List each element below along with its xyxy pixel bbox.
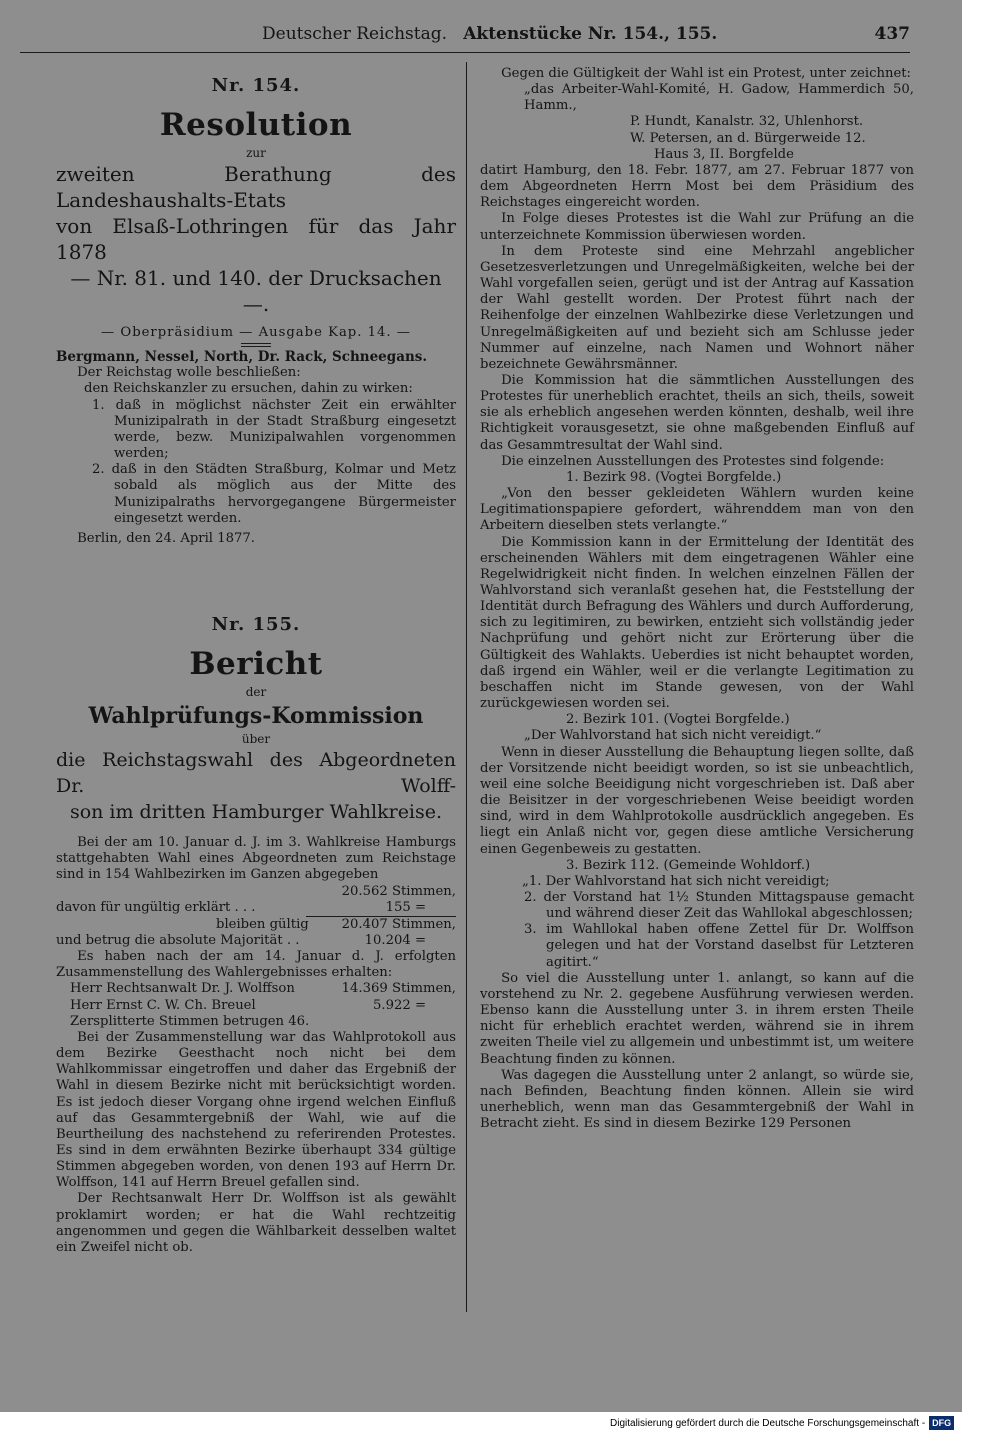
running-title bbox=[262, 20, 717, 48]
resolution-item-2: 2. daß in den Städten Straßburg, Kolmar und Metz sobald als möglich aus der Mitte des Munizipalraths hervorgegangene Bürgermeister eingesetzt werden. bbox=[92, 462, 456, 526]
digitization-footer bbox=[610, 1416, 988, 1430]
tally-valid-row bbox=[56, 917, 456, 933]
protest-signer-4: Haus 3, II. Borgfelde bbox=[654, 146, 794, 162]
tally-majority-value: 10.204 = bbox=[364, 932, 426, 948]
district-112-heading: 3. Bezirk 112. (Gemeinde Wohldorf.) bbox=[566, 857, 811, 873]
report-paragraph-3: Bei der Zusammenstellung war das Wahlprotokoll aus dem Bezirke Geesthacht noch nicht bei dem Wahlkommissar eingetroffen und daher das Ergebniß der Wahl in diesem Bezirke nicht mit berücksichtigt worden. Es ist jedoch dieser Vorgang ohne irgend welchen Einfluß auf das Gesammtergebniß der Wahl, wie auf die Beurtheilung des nachstehend zu referirenden Protestes. Es sind in dem erwähnten Bezirke überhaupt 334 gültige Stimmen abgegeben worden, von denen 193 auf Herrn Dr. Wolffson, 141 auf Herrn Breuel gefallen sind. bbox=[56, 1029, 456, 1191]
result-row-1 bbox=[56, 981, 456, 997]
short-separator bbox=[241, 343, 271, 344]
ueber-label: über bbox=[241, 732, 271, 747]
resolution-subtitle-line-2: von Elsaß-Lothringen für das Jahr 1878 bbox=[56, 214, 456, 264]
protest-signer-2: P. Hundt, Kanalstr. 32, Uhlenhorst. bbox=[630, 114, 864, 130]
tally-majority-label: und betrug die absolute Majorität . . bbox=[56, 932, 300, 948]
district-101-quote: „Der Wahlvorstand hat sich nicht vereidigt.“ bbox=[524, 728, 822, 744]
oberpraesidium-line: — Oberpräsidium — Ausgabe Kap. 14. — bbox=[101, 325, 411, 340]
der-label: der bbox=[245, 685, 267, 700]
page-header bbox=[20, 20, 910, 48]
right-paragraph-5: Die Kommission hat die sämmtlichen Ausstellungen des Protestes für unerheblich erachtet, theils an sich, theils, soweit sie als erheblich angesehen werden könnten, deshalb, weil ihre Richtigkeit vorausgesetzt, sie ohne maßgebenden Einfluß auf das Gesammtresultat der Wahl sind. bbox=[480, 372, 914, 453]
result-1-label: Herr Rechtsanwalt Dr. J. Wolffson bbox=[70, 981, 295, 997]
dfg-logo: DFG bbox=[929, 1416, 954, 1430]
tally-valid-label: bleiben gültig bbox=[216, 916, 309, 932]
right-paragraph-4: In dem Proteste sind eine Mehrzahl angeblicher Gesetzesverletzungen und Unregelmäßigkeiten, welche bei der Wahl vorgefallen seien, gerügt und ist der Antrag auf Kassation der Wahl gestellt worden. Der Protest führt nach der Reihenfolge der einzelnen Wahlbezirke diese Verletzungen und Unregelmäßigkeiten auf und bezieht sich am Schlusse jeder Nummer auf einzelne, nach Namen und Wohnort näher bezeichnete Gewährsmänner. bbox=[480, 243, 914, 372]
report-paragraph-2: Es haben nach der am 14. Januar d. J. erfolgten Zusammenstellung des Wahlergebnisses erhalten: bbox=[56, 949, 456, 981]
running-title-prefix: Deutscher Reichstag. bbox=[262, 24, 447, 44]
report-title: Bericht bbox=[189, 646, 323, 683]
zur-label: zur bbox=[246, 146, 266, 160]
result-2-label: Herr Ernst C. W. Ch. Breuel bbox=[70, 997, 256, 1013]
tally-invalid-value: 155 = bbox=[385, 899, 426, 915]
district-112-quote-2: 2. der Vorstand hat 1½ Stunden Mittagspause gemacht und während dieser Zeit das Wahllokal abgeschlossen; bbox=[524, 889, 914, 922]
signers-line: Bergmann, Nessel, North, Dr. Rack, Schneegans. bbox=[56, 349, 428, 366]
resolution-item-1: 1. daß in möglichst nächster Zeit ein erwählter Munizipalrath in der Stadt Straßburg eingesetzt werde, bezw. Munizipalwahlen vorgenommen werden; bbox=[92, 397, 456, 462]
tally-total: 20.562 Stimmen, bbox=[341, 883, 456, 899]
protest-intro: Gegen die Gültigkeit der Wahl ist ein Protest, unter zeichnet: bbox=[501, 66, 911, 81]
short-separator-2 bbox=[241, 346, 271, 347]
report-paragraph-1: Bei der am 10. Januar d. J. im 3. Wahlkreise Hamburgs stattgehabten Wahl eines Abgeordneten zum Reichstage sind in 154 Wahlbezirken im Ganzen abgegeben bbox=[56, 835, 456, 883]
resolution-request: den Reichskanzler zu ersuchen, dahin zu wirken: bbox=[84, 381, 413, 397]
resolution-date: Berlin, den 24. April 1877. bbox=[77, 530, 255, 546]
right-paragraph-3: In Folge dieses Protestes ist die Wahl zur Prüfung an die unterzeichnete Kommission überwiesen worden. bbox=[480, 211, 914, 243]
protest-signer-3: W. Petersen, an d. Bürgerweide 12. bbox=[630, 130, 866, 146]
running-title-docs: Aktenstücke Nr. 154., 155. bbox=[463, 24, 718, 44]
result-row-3: Zersplitterte Stimmen betrugen 46. bbox=[70, 1013, 310, 1029]
report-subject-line-1: die Reichstagswahl des Abgeordneten Dr. Wolff- bbox=[56, 749, 456, 798]
commission-title: Wahlprüfungs-Kommission bbox=[88, 703, 424, 730]
footer-text: Digitalisierung gefördert durch die Deutsche Forschungsgemeinschaft - bbox=[610, 1418, 926, 1429]
resolution-subtitle-line-1: zweiten Berathung des Landeshaushalts-Etats bbox=[56, 162, 456, 212]
right-paragraph-8: Wenn in dieser Ausstellung die Behauptung liegen sollte, daß der Vorsitzende nicht beeidigt worden, so ist sie unbeachtlich, weil eine solche Beeidigung nicht vorgeschrieben ist. Daß aber die Beisitzer in der vorgeschriebenen Weise beeidigt worden sind, wird in dem Wahlprotokolle ausdrücklich angegeben. Es liegt ein Anlaß nicht vor, gegen diese amtliche Versicherung einen Gegenbeweis zu gestatten. bbox=[480, 744, 914, 857]
right-paragraph-7: Die Kommission kann in der Ermittelung der Identität des erscheinenden Wählers mit dem eingetragenen Wähler eine Regelwidrigkeit nicht finden. In welchen einzelnen Fällen der Wahlvorstand sich veranlaßt gesehen hat, die Feststellung der Identität durch Befragung des Wählers und durch Aufforderung, sich zu legitimiren, zu bewirken, entzieht sich vollständig jeder Nachprüfung und gehört nicht zur Erörterung über die Gültigkeit des Wahlakts. Ueberdies ist nicht behauptet worden, daß irgend ein Wähler, weil er die verlangte Legitimation zu beschaffen nicht im Stande gewesen, von der Wahl zurückgewiesen worden sei. bbox=[480, 534, 914, 712]
resolution-subtitle-line-3: — Nr. 81. und 140. der Drucksachen —. bbox=[70, 266, 442, 316]
result-1-value: 14.369 Stimmen, bbox=[341, 981, 456, 997]
district-112-quote-1: „1. Der Wahlvorstand hat sich nicht vereidigt; bbox=[522, 873, 830, 889]
right-paragraph-10: Was dagegen die Ausstellung unter 2 anlangt, so würde sie, nach Befinden, Beachtung finden können. Allein sie wird unerheblich, wenn man das Gesammtergebniß der Wahl in Betracht zieht. Es sind in diesem Bezirke 129 Personen bbox=[480, 1067, 914, 1132]
district-98-quote: „Von den besser gekleideten Wählern wurden keine Legitimationspapiere gefordert, währenddem man von den Arbeitern dieselben stets verlangte.“ bbox=[480, 486, 914, 534]
resolution-intro: Der Reichstag wolle beschließen: bbox=[77, 365, 301, 381]
resolution-title: Resolution bbox=[159, 107, 353, 143]
result-2-value: 5.922 = bbox=[373, 997, 426, 1013]
district-112-quote-3: 3. im Wahllokal haben offene Zettel für Dr. Wolffson gelegen und hat der Vorstand daselbst für Letzteren agitirt.“ bbox=[524, 922, 914, 970]
page-number: 437 bbox=[874, 24, 910, 44]
right-column bbox=[480, 66, 914, 1132]
district-101-heading: 2. Bezirk 101. (Vogtei Borgfelde.) bbox=[566, 712, 790, 728]
right-paragraph-9: So viel die Ausstellung unter 1. anlangt, so kann auf die vorstehend zu Nr. 2. gegebene Ausführung verwiesen werden. Ebenso kann die Ausstellung unter 3. in ihrem ersten Theile nicht für erheblich erachtet werden, während sie in ihrem zweiten Theile viel zu allgemein und unbestimmt ist, um weitere Beachtung finden zu können. bbox=[480, 970, 914, 1067]
tally-valid-value: 20.407 Stimmen, bbox=[341, 916, 456, 932]
report-subject-line-2: son im dritten Hamburger Wahlkreise. bbox=[69, 801, 443, 824]
tally-invalid-label: davon für ungültig erklärt . . . bbox=[56, 899, 256, 915]
report-paragraph-4: Der Rechtsanwalt Herr Dr. Wolffson ist als gewählt proklamirt worden; er hat die Wahl rechtzeitig angenommen und gegen die Wählbarkeit desselben waltet ein Zweifel nicht ob. bbox=[56, 1191, 456, 1255]
tally-invalid-row bbox=[56, 900, 456, 916]
right-paragraph-6: Die einzelnen Ausstellungen des Protestes sind folgende: bbox=[501, 453, 885, 469]
tally-majority-row bbox=[56, 933, 456, 949]
header-rule bbox=[20, 52, 910, 53]
doc-number-154: Nr. 154. bbox=[211, 75, 301, 96]
column-divider bbox=[466, 62, 467, 1312]
protest-date: datirt Hamburg, den 18. Febr. 1877, am 27. Februar 1877 von dem Abgeordneten Herrn Most bei dem Präsidium des Reichstages eingereicht worden. bbox=[480, 162, 914, 211]
doc-number-155: Nr. 155. bbox=[211, 614, 301, 636]
result-row-2 bbox=[56, 998, 456, 1014]
district-98-heading: 1. Bezirk 98. (Vogtei Borgfelde.) bbox=[566, 469, 782, 485]
left-column bbox=[56, 66, 456, 1256]
protest-signer-1: „das Arbeiter-Wahl-Komité, H. Gadow, Hammerdich 50, Hamm., bbox=[524, 82, 914, 114]
